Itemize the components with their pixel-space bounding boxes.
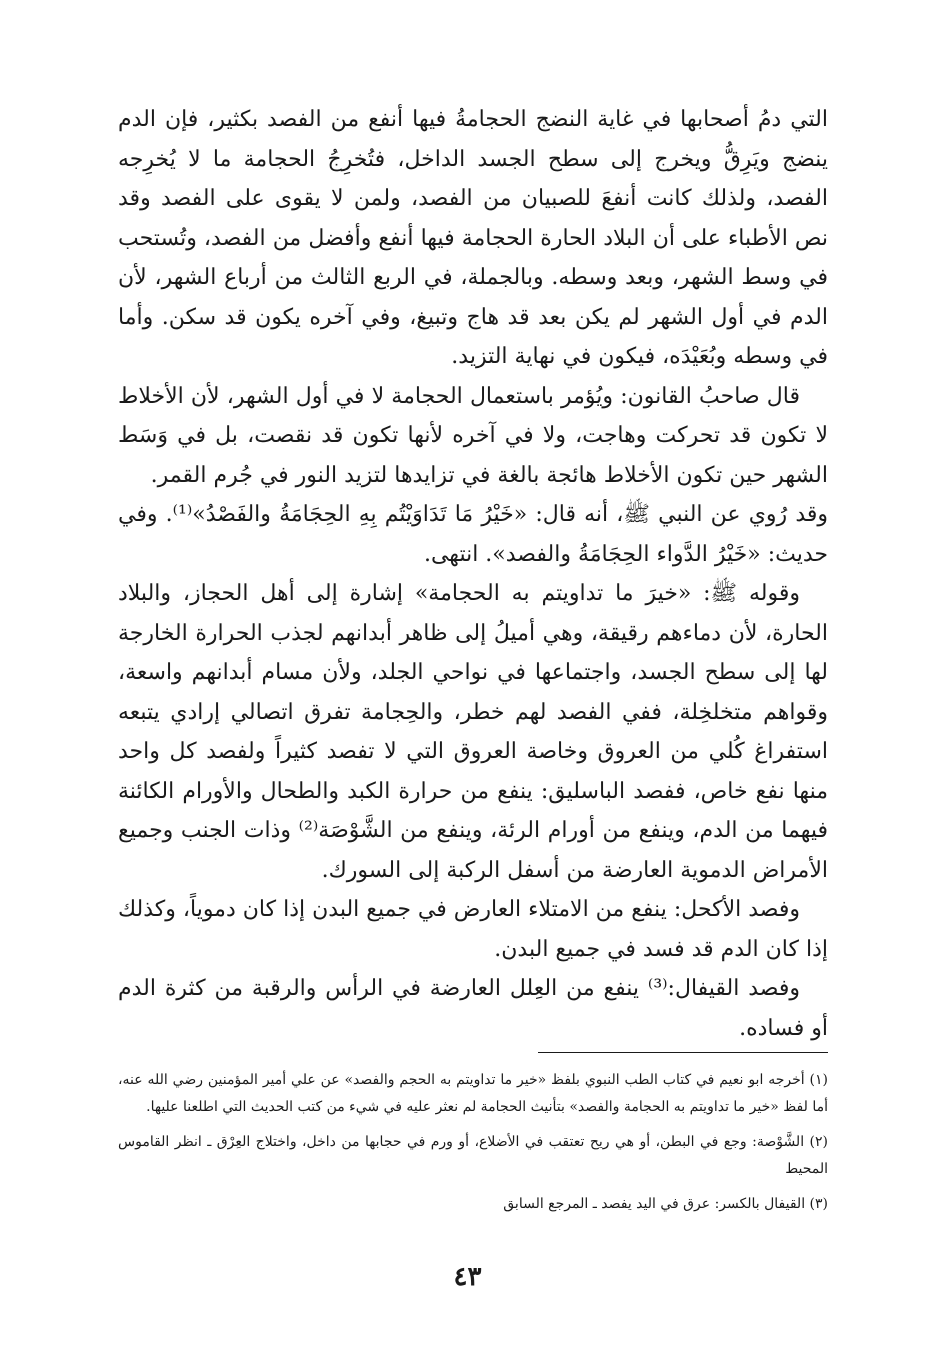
paragraph: وفصد الأكحل: ينفع من الامتلاء العارض في جميع البدن إذا كان دموياً، وكذلك إذا كان الدم قد فسد في جميع البدن. xyxy=(118,897,828,962)
footnote: (٣) القيفال بالكسر: عرق في اليد يفصد ـ المرجع السابق xyxy=(503,1196,828,1212)
footnote: (٢) الشَّوْصة: وجع في البطن، أو هي ريح تعتقب في الأضلاع، أو ورم في حجابها من داخل، واختلاج العِرْق ـ انظر القاموس المحيط xyxy=(118,1134,828,1177)
paragraph: وقوله ﷺ: «خيرَ ما تداويتم به الحجامة» إشارة إلى أهل الحجاز، والبلاد الحارة، لأن دماءهم رقيقة، وهي أميلُ إلى ظاهر أبدانهم لجذب الحرارة الخارجة لها إلى سطح الجسد، واجتماعها في نواحي الجلد، ولأن مسام أبدانهم واسعة، وقواهم متخلخِلة، ففي الفصد لهم خطر، والحِجامة تفرق اتصالي إرادي يتبعه استفراغ كُلي من العروق وخاصة العروق التي لا تفصد كثيراً ولفصد كل واحد منها نفع خاص، ففصد الباسليق: ينفع من حرارة الكبد والطحال والأورام الكائنة فيهما من الدم، وينفع من أورام الرئة، وينفع من الشَّوْصَة⁽²⁾ وذات الجنب وجميع الأمراض الدموية العارضة من أسفل الركبة إلى السورك. xyxy=(118,581,828,883)
paragraph: قال صاحبُ القانون: ويُؤمر باستعمال الحجامة لا في أول الشهر، لأن الأخلاط لا تكون قد تحركت وهاجت، ولا في آخره لأنها تكون قد نقصت، بل في وَسَط الشهر حين تكون الأخلاط هائجة بالغة في تزايدها لتزيد النور في جُرم القمر. xyxy=(118,383,828,488)
footnote: (١) أخرجه ابو نعيم في كتاب الطب النبوي بلفظ «خير ما تداويتم به الحجم والفصد» عن علي أمير المؤمنين رضي الله عنه، أما لفظ «خير ما تداويتم به الحجامة والفصد» بتأنيث الحجامة لم نعثر عليه في شيء من كتب الحديث التي اطلعنا عليها. xyxy=(118,1072,828,1115)
paragraph: التي دمُ أصحابها في غاية النضج الحجامةُ فيها أنفع من الفصد بكثير، فإن الدم ينضج ويَرِقُّ ويخرج إلى سطح الجسد الداخل، فتُخرِجُ الحجامة ما لا يُخرِجه الفصد، ولذلك كانت أنفعَ للصبيان من الفصد، ولمن لا يقوى على الفصد وقد نص الأطباء على أن البلاد الحارة الحجامة فيها أنفع وأفضل من الفصد، وتُستحب في وسط الشهر، وبعد وسطه. وبالجملة، في الربع الثالث من أرباع الشهر، لأن الدم في أول الشهر لم يكن بعد قد هاج وتبيغ، وفي آخره يكون قد سكن. وأما في وسطه وبُعَيْدَه، فيكون في نهاية التزيد. xyxy=(118,107,828,369)
footnote-divider xyxy=(538,1052,828,1053)
paragraph: وفصد القيفال:⁽³⁾ ينفع من العِلل العارضة في الرأس والرقبة من كثرة الدم أو فساده. xyxy=(118,976,828,1041)
body-text xyxy=(118,100,828,1048)
page-content xyxy=(118,100,828,1226)
page-number: ٤٣ xyxy=(453,1262,482,1292)
footnotes xyxy=(118,1067,828,1218)
paragraph: وقد رُوي عن النبي ﷺ، أنه قال: «خَيْرُ مَا تَدَاوَيْتُم بِهِ الحِجَامَةُ والفَصْدُ»⁽¹⁾. وفي حديث: «خَيْرُ الدَّواء الحِجَامَةُ والفصد». انتهى. xyxy=(118,502,829,567)
